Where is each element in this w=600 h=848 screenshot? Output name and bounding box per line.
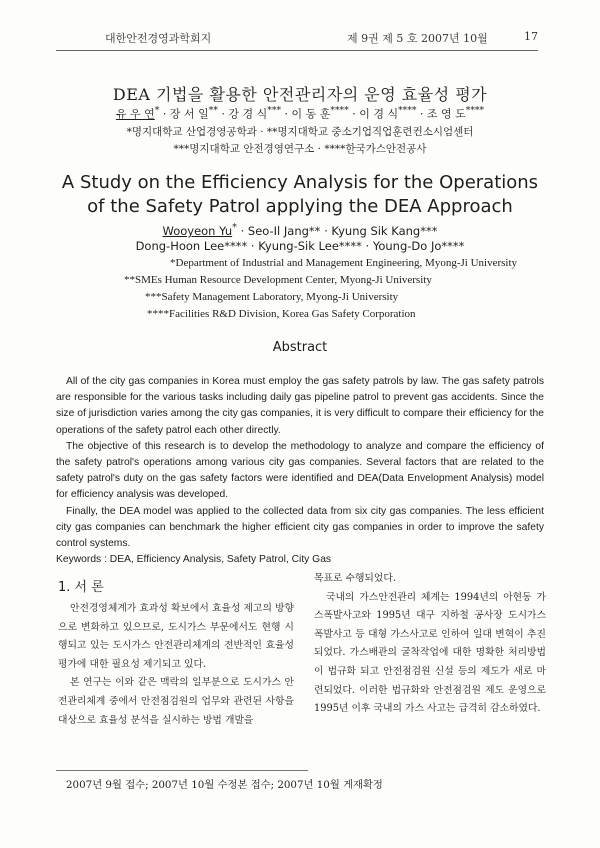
author-name: 이 경 식 (359, 107, 399, 121)
author-separator: · (348, 107, 360, 121)
body-paragraph: 목표로 수행되었다. (314, 573, 396, 584)
author-name: Wooyeon Yu (162, 223, 233, 238)
abstract-paragraph: Finally, the DEA model was applied to the collected data from six city gas companies. The less efficient city gas companies can benchmark the higher efficient city gas companies in order to improve the safety control systems. (56, 505, 544, 550)
page-number: 17 (524, 30, 538, 43)
author-separator: · (159, 107, 170, 121)
author-separator: · (281, 107, 292, 121)
section-heading: 1. 서 론 (58, 580, 104, 595)
abstract-body (56, 374, 544, 568)
english-authors-line (0, 222, 600, 238)
author-mark: **** (465, 105, 485, 116)
body-paragraph: 안전경영체계가 효과성 확보에서 효율성 제고의 방향으로 변화하고 있으므로, 도시가스 부문에서도 현행 시행되고 있는 도시가스 안전관리체계의 전반적인 효율성 평가에 대한 필요성 제기되고 있다. (58, 603, 294, 670)
body-column-left (58, 600, 294, 730)
korean-authors (0, 105, 600, 122)
author-mark: * (154, 105, 160, 116)
author-name: 조 영 도 (426, 107, 466, 121)
abstract-paragraph: The objective of this research is to develop the methodology to analyze and compare the efficiency of the safety patrol's operations among various city gas companies. Several factors that are related to the safety patrol's duty on the gas safety factors were identified and DEA(Data Envelopment Analysis) model for efficiency analysis was developed. (56, 440, 544, 501)
body-paragraph: 국내의 가스안전관리 체계는 1994년의 아현동 가스폭발사고와 1995년 대구 지하철 공사장 도시가스 폭발사고 등 대형 가스사고로 인하여 일대 변혁이 추진되었다. 가스배관의 굴착작업에 대한 명확한 처리방법이 법규화 되고 안전점검원 신설 등의 제도가 새로 마련되었다. 이러한 법규화와 안전점검원 제도 운영으로 1995년 이후 국내의 가스 사고는 급격히 감소하였다. (314, 591, 546, 715)
english-affiliation: ***Safety Management Laboratory, Myong-Ji University (145, 291, 399, 303)
english-affiliation: *Department of Industrial and Management Engineering, Myong-Ji University (170, 257, 518, 269)
author-mark: *** (267, 105, 282, 116)
english-authors-line: Dong-Hoon Lee**** · Kyung-Sik Lee**** · Young-Do Jo**** (135, 239, 465, 253)
body-column-right (314, 570, 546, 719)
author-name: 유 우 연 (115, 107, 155, 121)
korean-affiliation-line: ***명지대학교 안전경영연구소 · ****한국가스안전공사 (173, 143, 427, 155)
korean-title: DEA 기법을 활용한 안전관리자의 운영 효율성 평가 (112, 85, 488, 104)
keywords: Keywords : DEA, Efficiency Analysis, Safety Patrol, City Gas (56, 554, 332, 566)
journal-name: 대한안전경영과학회지 (105, 32, 212, 45)
author-separator: · (217, 107, 229, 121)
korean-affiliation-line: *명지대학교 산업경영공학과 · **명지대학교 중소기업직업훈련컨소시엄센터 (126, 126, 474, 138)
author-mark: **** (398, 105, 417, 116)
author-separator: · (416, 107, 427, 121)
author-mark: **** (330, 105, 349, 116)
english-affiliation: ****Facilities R&D Division, Korea Gas Safety Corporation (147, 308, 416, 320)
author-names-rest: · Seo-Il Jang** · Kyung Sik Kang*** (236, 223, 438, 238)
author-mark: * (232, 222, 237, 233)
footnote-rule (56, 770, 308, 771)
abstract-paragraph: All of the city gas companies in Korea must employ the gas safety patrols by law. The gas safety patrols are responsible for the various tasks including daily gas pipeline patrol to prevent gas accidents. Since the size of jurisdiction varies among the city gas companies, it is very difficult to compare their efficiency for the operations of the safety patrol each other directly. (56, 376, 544, 436)
body-paragraph: 본 연구는 이와 같은 맥락의 일부분으로 도시가스 안전관리체계 중에서 안전점검원의 업무와 관련된 사항을 대상으로 효율성 분석을 실시하는 방법 개발을 (58, 677, 294, 726)
header-rule (56, 50, 538, 51)
english-title-line: A Study on the Efficiency Analysis for the Operations (61, 172, 539, 193)
author-name: 강 경 식 (228, 107, 268, 121)
author-name: 이 동 훈 (291, 107, 331, 121)
author-name: 장 서 일 (169, 107, 209, 121)
issue-info: 제 9권 제 5 호 2007년 10월 (347, 32, 488, 45)
english-title-line: of the Safety Patrol applying the DEA Approach (87, 196, 513, 217)
author-mark: ** (208, 105, 218, 116)
abstract-heading: Abstract (272, 340, 328, 355)
english-affiliation: **SMEs Human Resource Development Center, Myong-Ji University (124, 274, 432, 286)
submission-note: 2007년 9월 접수; 2007년 10월 수정본 접수; 2007년 10월 게재확정 (66, 779, 383, 791)
